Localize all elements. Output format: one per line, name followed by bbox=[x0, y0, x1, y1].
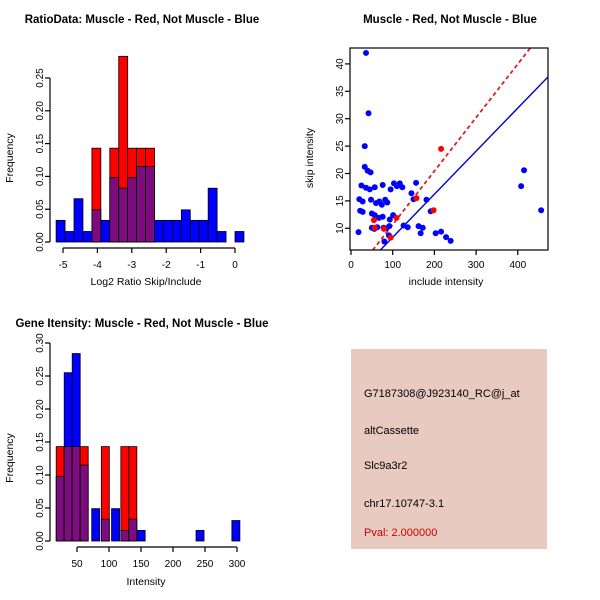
x-tick-label: -4 bbox=[92, 260, 102, 271]
gene-histogram-xlabel: Intensity bbox=[126, 576, 166, 588]
histogram-bar bbox=[235, 232, 244, 242]
info-line: Pval: 2.000000 bbox=[364, 527, 438, 539]
info-line: altCassette bbox=[364, 425, 420, 437]
y-tick-label: 20 bbox=[335, 167, 346, 180]
x-tick-label: 0 bbox=[348, 260, 354, 271]
y-tick-label: 15 bbox=[335, 195, 346, 207]
scatter-point-blue bbox=[356, 229, 362, 235]
scatter-ylabel: skip intensity bbox=[304, 127, 316, 189]
histogram-bar bbox=[74, 199, 83, 242]
panel-scatter bbox=[300, 0, 600, 300]
panel-gene-histogram bbox=[0, 300, 300, 600]
histogram-bar bbox=[181, 210, 190, 242]
scatter-point-blue bbox=[443, 234, 449, 240]
histogram-bar bbox=[217, 232, 226, 242]
y-tick-label: 0.25 bbox=[35, 366, 46, 386]
x-tick-label: 200 bbox=[164, 559, 182, 570]
ratio-histogram-xlabel: Log2 Ratio Skip/Include bbox=[90, 276, 202, 288]
scatter-point-red bbox=[431, 207, 437, 213]
scatter-plot bbox=[300, 0, 600, 300]
histogram-bar bbox=[112, 509, 120, 541]
info-line: Slc9a3r2 bbox=[364, 460, 408, 472]
x-tick-label: -1 bbox=[196, 260, 206, 271]
x-tick-label: 400 bbox=[509, 260, 527, 271]
histogram-bar-overlap bbox=[137, 167, 146, 242]
y-tick-label: 0.20 bbox=[35, 399, 46, 419]
scatter-point-red bbox=[438, 146, 444, 152]
y-tick-label: 0.15 bbox=[35, 133, 46, 154]
gene-histogram-ylabel: Frequency bbox=[4, 433, 16, 483]
panel-info bbox=[300, 300, 600, 600]
histogram-bar-overlap bbox=[80, 465, 88, 541]
scatter-point-blue bbox=[380, 182, 386, 188]
scatter-point-blue bbox=[368, 169, 374, 175]
scatter-point-blue bbox=[363, 50, 369, 56]
scatter-point-blue bbox=[388, 186, 394, 192]
histogram-bar-overlap bbox=[110, 178, 119, 242]
histogram-bar-overlap bbox=[146, 167, 155, 242]
y-tick-label: 30 bbox=[335, 113, 346, 125]
probe-info-box bbox=[351, 349, 547, 549]
scatter-point-blue bbox=[405, 224, 411, 230]
ratio-histogram-ylabel: Frequency bbox=[4, 133, 16, 183]
scatter-point-blue bbox=[418, 230, 424, 236]
scatter-point-blue bbox=[366, 110, 372, 116]
y-tick-label: 0.00 bbox=[35, 531, 46, 551]
histogram-bar bbox=[92, 509, 100, 541]
scatter-point-blue bbox=[368, 197, 374, 203]
scatter-title: Muscle - Red, Not Muscle - Blue bbox=[363, 14, 537, 26]
x-tick-label: -2 bbox=[161, 260, 171, 271]
histogram-bar bbox=[101, 220, 110, 242]
histogram-bar-overlap bbox=[64, 447, 72, 541]
scatter-point-blue bbox=[372, 184, 378, 190]
y-tick-label: 0.25 bbox=[35, 68, 46, 88]
histogram-bar-overlap bbox=[119, 188, 128, 242]
histogram-bar bbox=[83, 232, 92, 242]
ratio-histogram-plot bbox=[0, 0, 300, 300]
y-tick-label: 40 bbox=[335, 58, 346, 70]
scatter-point-blue bbox=[420, 225, 426, 231]
x-tick-label: -5 bbox=[58, 260, 68, 271]
histogram-bar bbox=[232, 521, 240, 541]
scatter-point-red bbox=[372, 225, 378, 231]
histogram-bar-overlap bbox=[92, 210, 101, 242]
y-tick-label: 0.00 bbox=[35, 232, 46, 252]
histogram-bar-overlap bbox=[128, 178, 137, 242]
scatter-point-blue bbox=[360, 209, 366, 215]
x-tick-label: 0 bbox=[232, 260, 238, 271]
scatter-point-red bbox=[381, 226, 387, 232]
x-tick-label: 200 bbox=[426, 260, 443, 271]
ratio-histogram-title: RatioData: Muscle - Red, Not Muscle - Blue bbox=[24, 14, 260, 26]
y-tick-label: 10 bbox=[335, 222, 346, 234]
scatter-xlabel: include intensity bbox=[408, 276, 484, 288]
y-tick-label: 25 bbox=[335, 140, 346, 152]
histogram-bar-overlap bbox=[129, 519, 137, 541]
x-tick-label: 150 bbox=[132, 559, 150, 570]
scatter-point-blue bbox=[381, 238, 387, 244]
info-line: chr17.10747-3.1 bbox=[364, 498, 445, 510]
scatter-point-red bbox=[413, 195, 419, 201]
histogram-bar-overlap bbox=[72, 447, 80, 541]
histogram-bar bbox=[65, 232, 74, 242]
scatter-point-red bbox=[393, 215, 399, 221]
panel-ratio-histogram bbox=[0, 0, 300, 300]
y-tick-label: 0.10 bbox=[35, 465, 46, 485]
histogram-bar bbox=[56, 220, 65, 242]
scatter-point-red bbox=[371, 217, 377, 223]
scatter-point-blue bbox=[386, 223, 392, 229]
histogram-bar bbox=[163, 220, 172, 242]
histogram-bar bbox=[190, 220, 199, 242]
y-tick-label: 0.30 bbox=[35, 333, 46, 353]
histogram-bar bbox=[137, 530, 145, 541]
histogram-bar bbox=[121, 447, 129, 541]
histogram-bar-overlap bbox=[101, 519, 109, 541]
histogram-bar bbox=[172, 220, 181, 242]
y-tick-label: 0.20 bbox=[35, 101, 46, 121]
histogram-bar bbox=[199, 220, 208, 242]
y-tick-label: 35 bbox=[335, 85, 346, 97]
x-tick-label: 100 bbox=[384, 260, 402, 271]
y-tick-label: 0.15 bbox=[35, 432, 46, 452]
gene-histogram-title: Gene Itensity: Muscle - Red, Not Muscle - Blue bbox=[15, 318, 269, 330]
scatter-point-blue bbox=[521, 167, 527, 173]
scatter-point-red bbox=[388, 235, 394, 241]
scatter-point-blue bbox=[408, 190, 414, 196]
x-tick-label: 250 bbox=[196, 559, 214, 570]
scatter-point-blue bbox=[384, 200, 390, 206]
scatter-point-blue bbox=[362, 143, 368, 149]
histogram-bar-overlap bbox=[56, 476, 64, 541]
scatter-point-blue bbox=[538, 207, 544, 213]
x-tick-label: 100 bbox=[100, 559, 118, 570]
scatter-point-blue bbox=[518, 183, 524, 189]
x-tick-label: 300 bbox=[228, 559, 246, 570]
x-tick-label: -3 bbox=[127, 260, 137, 271]
scatter-point-blue bbox=[438, 229, 444, 235]
scatter-point-blue bbox=[433, 230, 439, 236]
histogram-bar bbox=[155, 220, 164, 242]
histogram-bar bbox=[208, 188, 217, 242]
scatter-point-blue bbox=[448, 238, 454, 244]
histogram-bar bbox=[196, 530, 204, 541]
scatter-point-blue bbox=[423, 197, 429, 203]
x-tick-label: 300 bbox=[467, 260, 485, 271]
scatter-point-blue bbox=[360, 198, 366, 204]
scatter-point-blue bbox=[379, 202, 385, 208]
scatter-point-blue bbox=[399, 184, 405, 190]
y-tick-label: 0.05 bbox=[35, 498, 46, 518]
histogram-bar-overlap bbox=[121, 530, 129, 541]
y-tick-label: 0.05 bbox=[35, 199, 46, 219]
x-tick-label: 50 bbox=[71, 559, 83, 570]
scatter-point-blue bbox=[380, 214, 386, 220]
scatter-point-blue bbox=[413, 180, 419, 186]
y-tick-label: 0.10 bbox=[35, 166, 46, 187]
info-line: G7187308@J923140_RC@j_at bbox=[364, 388, 520, 400]
gene-histogram-plot bbox=[0, 300, 300, 600]
